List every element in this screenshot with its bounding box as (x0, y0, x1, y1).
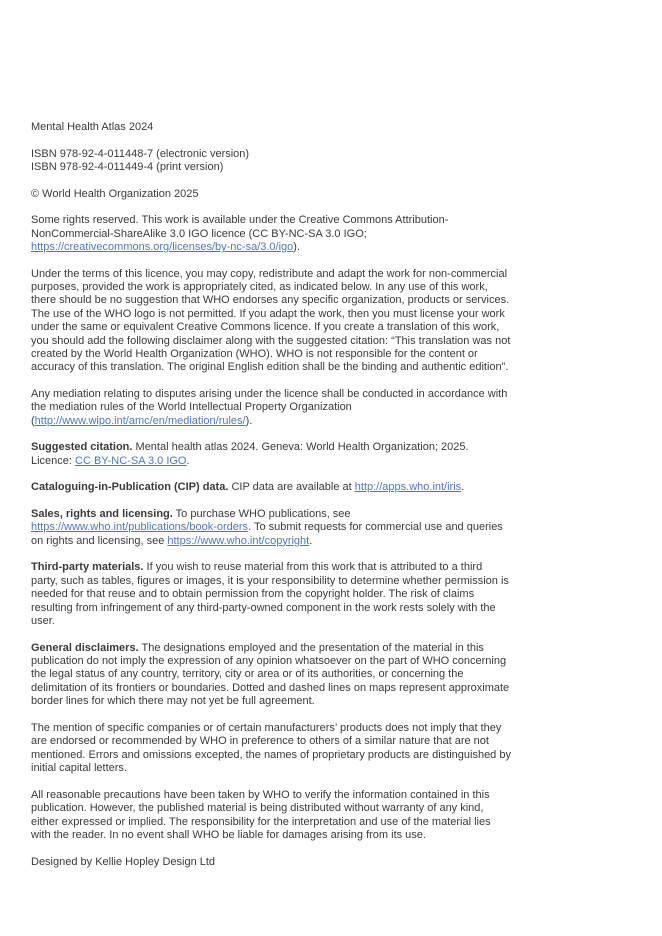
suggested-citation-paragraph (31, 441, 511, 468)
copyright-line (31, 188, 511, 201)
text-run: . (309, 534, 313, 547)
text-run: Some rights reserved. This work is available under the Creative Commons Attribution-NonCommercial-ShareAlike 3.0 IGO licence (CC BY-NC-SA 3.0 IGO; (31, 214, 449, 240)
document-body (31, 121, 511, 869)
text-run: To purchase WHO publications, see (172, 508, 351, 521)
bold-lead: Suggested citation. (31, 441, 133, 454)
text-run: Mental health atlas 2024. Geneva: World Health Organization; 2025. Licence: (31, 441, 469, 467)
text-run: ). (245, 414, 253, 427)
text-run: The designations employed and the presentation of the material in this publication do not imply the expression of any opinion whatsoever on the part of WHO concerning the legal status of any country, territory, city or area or of its authorities, or concerning the delimitation of its frontiers or boundaries. Dotted and dashed lines on maps represent approximate border lines for which there may not yet be full agreement. (31, 641, 510, 708)
text-run: If you wish to reuse material from this work that is attributed to a third party, such as tables, figures or images, it is your responsibility to determine whether permission is needed for that reuse and to obtain permission from the copyright holder. The risk of claims resulting from infringement of any third-party-owned component in the work rests solely with the user. (31, 561, 509, 628)
text-run: Mental Health Atlas 2024 (31, 121, 154, 133)
text-run: ISBN 978-92-4-011448-7 (electronic version) (31, 147, 250, 160)
hyperlink[interactable]: http://apps.who.int/iris (354, 481, 462, 494)
precautions-paragraph (31, 789, 511, 843)
text-run: . (461, 481, 465, 494)
general-disclaimers-paragraph (31, 642, 511, 709)
hyperlink[interactable]: http://www.wipo.int/amc/en/mediation/rules/ (34, 414, 246, 427)
text-run: . (186, 454, 190, 467)
text-run: CIP data are available at (228, 481, 355, 494)
licence-terms-paragraph (31, 268, 511, 375)
text-run: ). (293, 241, 301, 253)
bold-lead: Third-party materials. (31, 561, 144, 574)
cip-data-paragraph (31, 481, 511, 494)
hyperlink[interactable]: CC BY-NC-SA 3.0 IGO (75, 454, 187, 467)
hyperlink[interactable]: https://www.who.int/copyright (167, 534, 310, 547)
text-run: The mention of specific companies or of certain manufacturers’ products does not imply that they are endorsed or recommended by WHO in preference to others of a similar nature that are not mentioned. Errors and omissions excepted, the names of proprietary products are distinguished by initial capital letters. (31, 721, 511, 775)
bold-lead: General disclaimers. (31, 641, 139, 654)
text-run: Any mediation relating to disputes arising under the licence shall be conducted in accordance with the mediation rules of the World Intellectual Property Organization ( (31, 388, 508, 427)
text-run: Designed by Kellie Hopley Design Ltd (31, 855, 216, 868)
text-run: © World Health Organization 2025 (31, 187, 199, 200)
text-run: Under the terms of this licence, you may copy, redistribute and adapt the work for non-commercial purposes, provided the work is appropriately cited, as indicated below. In any use of this work, there should be no suggestion that WHO endorses any specific organization, products or services. The use of the WHO logo is not permitted. If you adapt the work, then you must license your work under the same or equivalent Creative Commons licence. If you create a translation of this work, you should add the following disclaimer along with the suggested citation: “This translation was not created by the World Health Organization (WHO). WHO is not responsible for the content or accuracy of this translation. The original English edition shall be the binding and authentic edition”. (31, 267, 511, 374)
text-run: All reasonable precautions have been taken by WHO to verify the information contained in this publication. However, the published material is being distributed without warranty of any kind, either expressed or implied. The responsibility for the interpretation and use of the material lies with the reader. In no event shall WHO be liable for damages arising from its use. (31, 788, 491, 841)
sales-rights-paragraph (31, 508, 511, 548)
bold-lead: Cataloguing-in-Publication (CIP) data. (31, 481, 229, 494)
doc-title (31, 121, 511, 134)
third-party-materials-paragraph (31, 561, 511, 628)
rights-reserved-paragraph (31, 214, 511, 254)
mediation-paragraph (31, 388, 511, 428)
bold-lead: Sales, rights and licensing. (31, 508, 173, 521)
text-run: . To submit requests for commercial use and queries on rights and licensing, see (31, 521, 503, 547)
designer-credit (31, 856, 511, 869)
text-run: ISBN 978-92-4-011449-4 (print version) (31, 161, 224, 173)
hyperlink[interactable]: https://creativecommons.org/licenses/by-nc-sa/3.0/igo (31, 241, 294, 253)
isbn-block (31, 148, 511, 175)
mention-of-companies-paragraph (31, 722, 511, 776)
hyperlink[interactable]: https://www.who.int/publications/book-orders (31, 521, 249, 534)
